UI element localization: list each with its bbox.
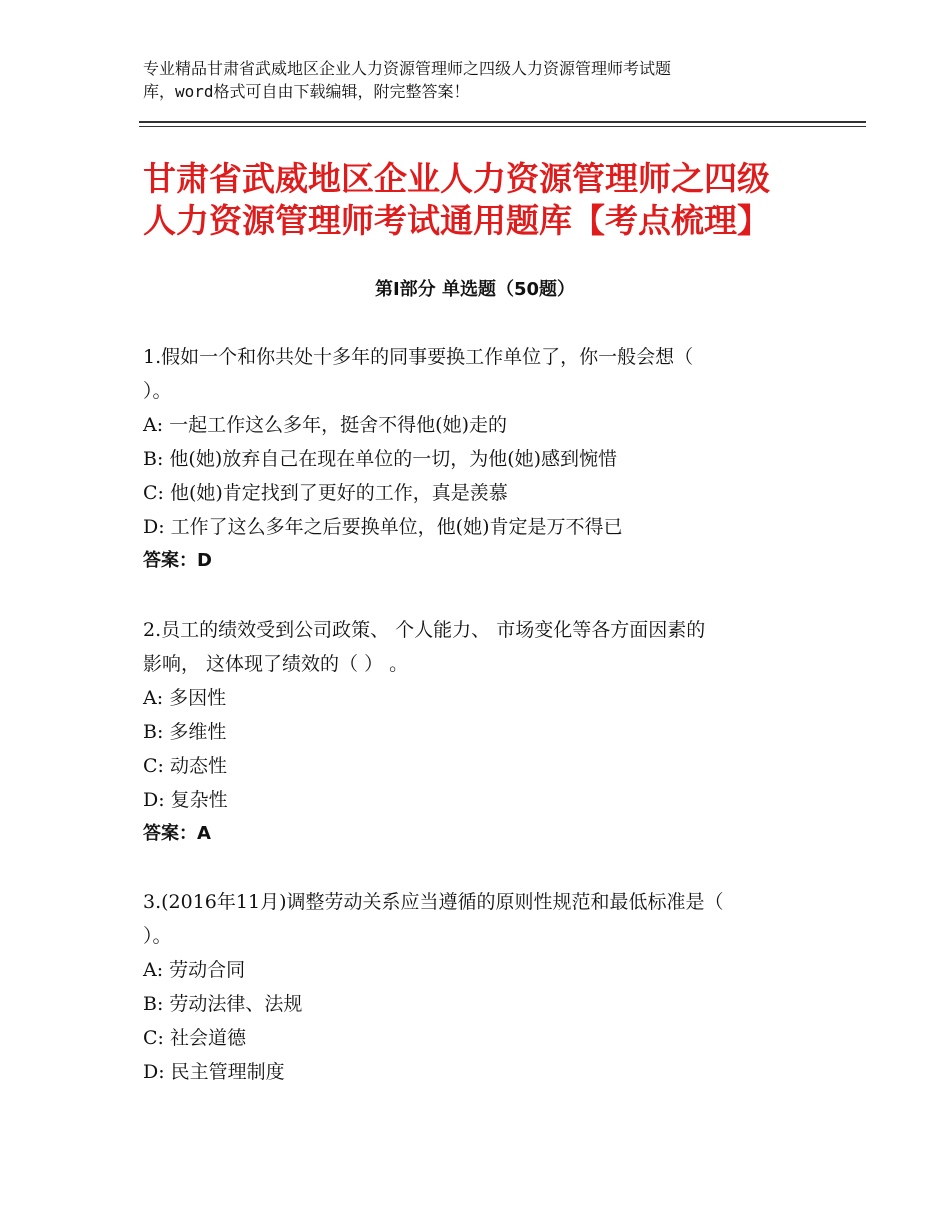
document-title	[143, 158, 863, 242]
question-stem: 1.假如一个和你共处十多年的同事要换工作单位了，你一般会想（	[143, 346, 694, 368]
option-a: A: 一起工作这么多年，挺舍不得他(她)走的	[143, 414, 507, 436]
header-line-2: 库，word格式可自由下载编辑，附完整答案！	[143, 82, 470, 101]
option-d: D: 复杂性	[143, 789, 228, 811]
header-rule-thick	[139, 121, 866, 123]
option-b: B: 多维性	[143, 721, 227, 743]
question-stem-cont: ）。	[143, 925, 172, 947]
option-b: B: 劳动法律、法规	[143, 993, 303, 1015]
option-a: A: 劳动合同	[143, 959, 246, 981]
title-line-2: 人力资源管理师考试通用题库【考点梳理】	[143, 201, 770, 240]
question-stem-cont: ）。	[143, 380, 172, 402]
option-d: D: 民主管理制度	[143, 1061, 285, 1083]
question-1	[143, 340, 823, 578]
header-line-1: 专业精品甘肃省武威地区企业人力资源管理师之四级人力资源管理师考试题	[143, 59, 672, 78]
option-c: C: 动态性	[143, 755, 227, 777]
header-rule-thin	[139, 126, 866, 127]
option-c: C: 社会道德	[143, 1027, 246, 1049]
option-d: D: 工作了这么多年之后要换单位，他(她)肯定是万不得已	[143, 516, 623, 538]
page-header	[143, 57, 803, 103]
answer: 答案：A	[143, 823, 211, 844]
question-3	[143, 885, 823, 1089]
option-b: B: 他(她)放弃自己在现在单位的一切，为他(她)感到惋惜	[143, 448, 618, 470]
question-stem: 2.员工的绩效受到公司政策、 个人能力、 市场变化等各方面因素的	[143, 619, 706, 641]
section-heading: 第Ⅰ部分 单选题（50题）	[374, 279, 575, 300]
option-c: C: 他(她)肯定找到了更好的工作，真是羡慕	[143, 482, 508, 504]
option-a: A: 多因性	[143, 687, 227, 709]
question-2	[143, 613, 823, 851]
question-stem-cont: 影响， 这体现了绩效的（ ） 。	[143, 653, 409, 675]
answer: 答案：D	[143, 550, 212, 571]
title-line-1: 甘肃省武威地区企业人力资源管理师之四级	[143, 159, 770, 198]
question-stem: 3.(2016年11月)调整劳动关系应当遵循的原则性规范和最低标准是（	[143, 891, 724, 913]
